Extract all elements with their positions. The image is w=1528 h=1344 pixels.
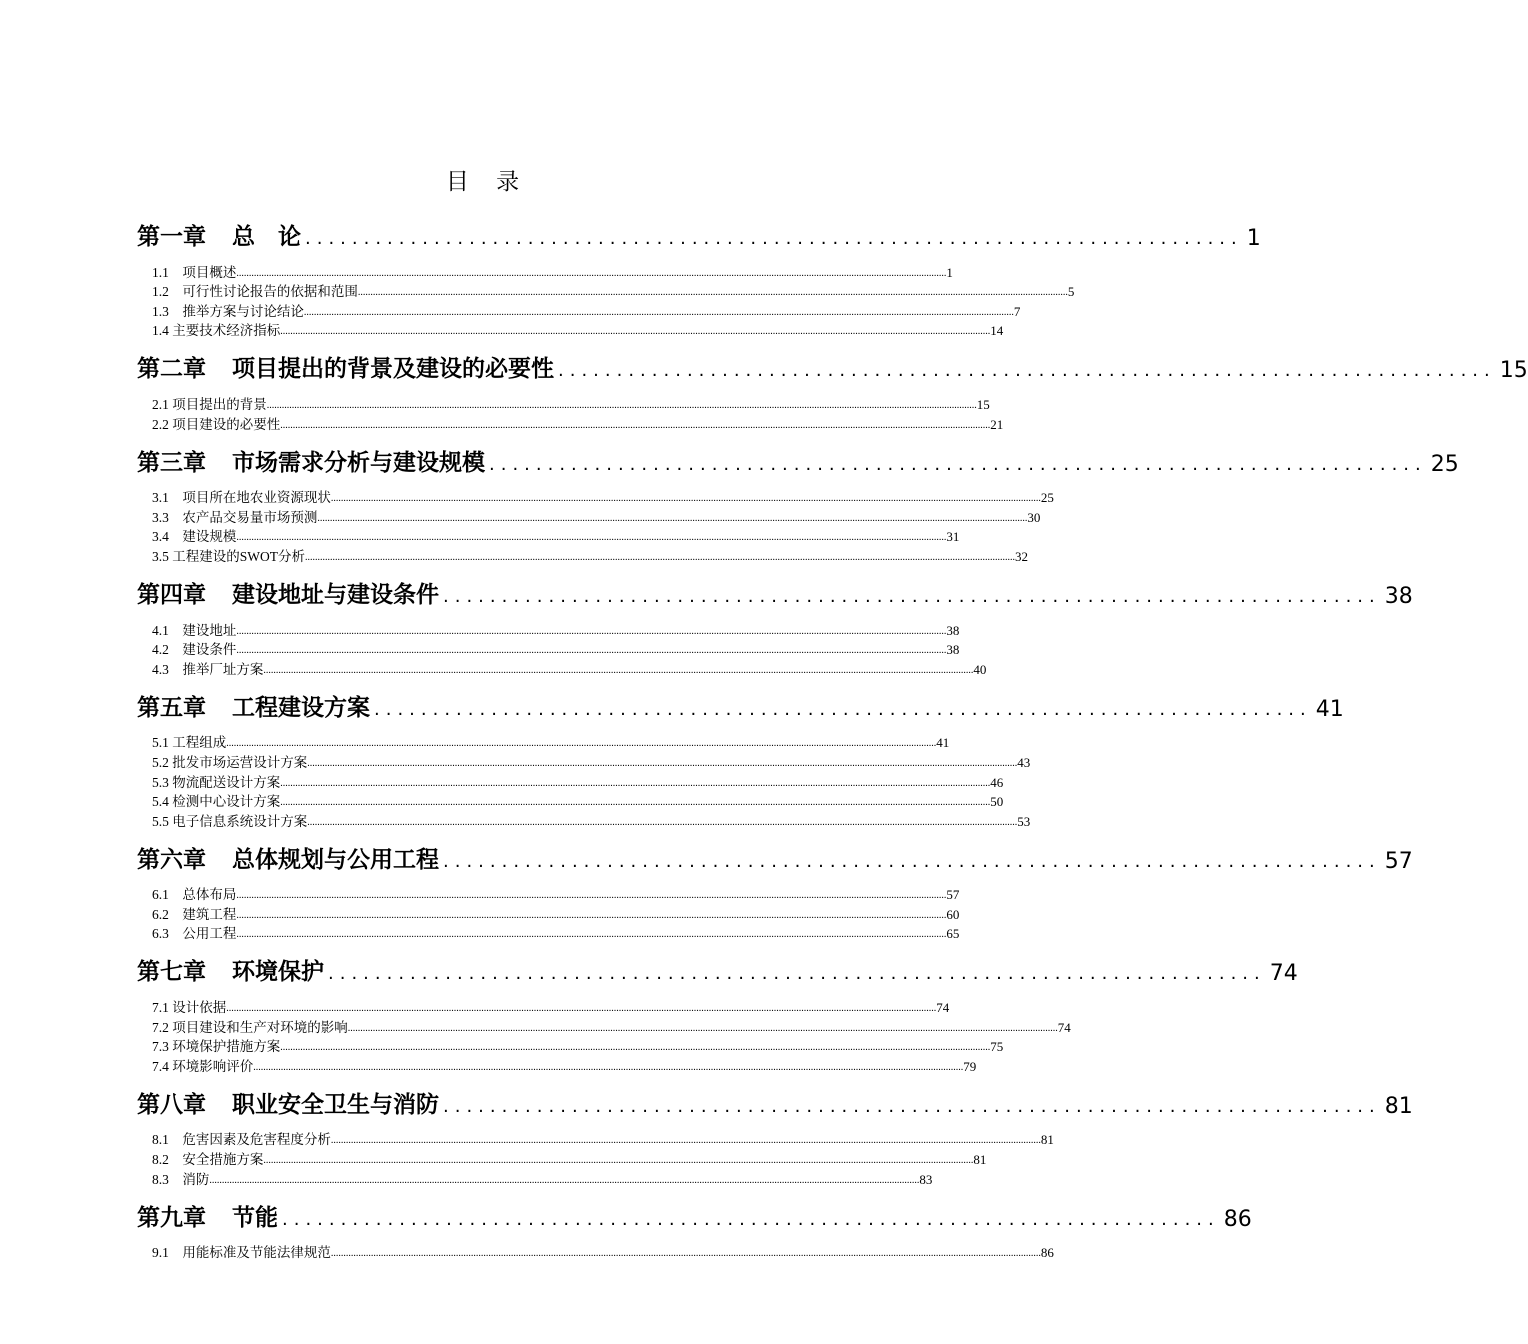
chapter-title: 环境保护 [232, 959, 324, 986]
section-page-number: 83 [919, 1171, 933, 1187]
dot-leader: ............................................................................................................................................................................................................................................................................................ [357, 287, 1068, 299]
section-title: 环境保护措施方案 [172, 1039, 281, 1055]
section-title: 批发市场运营设计方案 [172, 754, 308, 770]
section-title: 建设地址 [182, 622, 237, 638]
chapter-title: 建设地址与建设条件 [232, 581, 439, 608]
chapter-page-number: 57 [1384, 848, 1413, 874]
section-title: 公用工程 [182, 926, 237, 942]
dot-leader: ............................................................................................................................................................................................................................................................................................ [317, 512, 1028, 524]
toc-section-entry[interactable] [137, 884, 960, 904]
toc-section-entry[interactable] [137, 658, 987, 678]
section-number: 7.4 [152, 1058, 173, 1074]
section-number: 9.1 [152, 1245, 183, 1261]
section-title: 项目建设的必要性 [172, 416, 281, 432]
dot-leader: ................................................................................ [374, 698, 1312, 720]
section-list [137, 261, 1075, 339]
dot-leader: ............................................................................................................................................................................................................................................................................................ [307, 816, 1018, 828]
section-number: 8.3 [152, 1171, 183, 1187]
section-title: 用能标准及节能法律规范 [182, 1245, 331, 1261]
section-title: 农产品交易量市场预测 [182, 509, 318, 525]
dot-leader: ................................................................................ [558, 360, 1496, 382]
section-page-number: 25 [1040, 490, 1054, 506]
dot-leader: ................................................................................ [443, 850, 1381, 872]
section-page-number: 86 [1040, 1245, 1054, 1261]
section-title: 危害因素及危害程度分析 [182, 1132, 331, 1148]
dot-leader: ............................................................................................................................................................................................................................................................................................ [263, 664, 974, 676]
section-number: 5.2 [152, 754, 173, 770]
chapter-number: 第九章 [137, 1204, 206, 1231]
section-page-number: 43 [1017, 754, 1031, 770]
chapter-page-number: 25 [1430, 451, 1459, 477]
section-title: 安全措施方案 [182, 1152, 264, 1168]
section-list [137, 1242, 1054, 1262]
section-number: 5.3 [152, 774, 173, 790]
chapter-number: 第四章 [137, 581, 206, 608]
table-of-contents [137, 207, 1528, 1265]
section-number: 4.1 [152, 622, 183, 638]
toc-section-entry[interactable] [137, 393, 990, 413]
dot-leader: ............................................................................................................................................................................................................................................................................................ [330, 1248, 1041, 1260]
toc-section-entry[interactable] [137, 1129, 1054, 1149]
chapter-title: 总体规划与公用工程 [232, 846, 439, 873]
section-title: 建设条件 [182, 642, 237, 658]
toc-section-entry[interactable] [137, 791, 1004, 811]
toc-section-entry[interactable] [137, 487, 1054, 507]
section-page-number: 74 [936, 1000, 950, 1016]
section-title: 项目提出的背景 [172, 396, 267, 412]
dot-leader: ............................................................................................................................................................................................................................................................................................ [280, 1042, 991, 1054]
dot-leader: ............................................................................................................................................................................................................................................................................................ [280, 419, 991, 431]
section-page-number: 31 [946, 529, 960, 545]
toc-section-entry[interactable] [137, 1016, 1071, 1036]
dot-leader: ................................................................................ [443, 1095, 1381, 1117]
chapter-title: 工程建设方案 [232, 694, 370, 721]
dot-leader: ............................................................................................................................................................................................................................................................................................ [303, 306, 1014, 318]
toc-section-entry[interactable] [137, 903, 960, 923]
dot-leader: ................................................................................ [443, 585, 1381, 607]
toc-section-entry[interactable] [137, 996, 950, 1016]
section-title: 总体布局 [182, 887, 237, 903]
chapter-page-number: 41 [1315, 696, 1344, 722]
chapter-number: 第八章 [137, 1091, 206, 1118]
section-page-number: 79 [963, 1058, 977, 1074]
section-number: 3.3 [152, 509, 183, 525]
section-page-number: 65 [946, 926, 960, 942]
section-number: 7.1 [152, 1000, 173, 1016]
section-title: 建筑工程 [182, 906, 237, 922]
chapter-page-number: 38 [1384, 583, 1413, 609]
section-number: 6.2 [152, 906, 183, 922]
dot-leader: ............................................................................................................................................................................................................................................................................................ [266, 399, 977, 411]
section-page-number: 15 [976, 396, 990, 412]
chapter-page-number: 74 [1269, 961, 1298, 987]
toc-section-entry[interactable] [137, 732, 950, 752]
chapter-number: 第二章 [137, 356, 206, 383]
dot-leader: ................................................................................ [489, 453, 1427, 475]
section-number: 8.2 [152, 1152, 183, 1168]
section-title: 推举厂址方案 [182, 661, 264, 677]
dot-leader: ............................................................................................................................................................................................................................................................................................ [236, 645, 947, 657]
toc-chapter-entry[interactable] [137, 343, 1528, 384]
section-title: 工程建设的SWOT分析 [172, 548, 305, 564]
section-title: 环境影响评价 [172, 1058, 254, 1074]
toc-chapter-entry[interactable] [137, 1192, 1252, 1232]
section-title: 项目建设和生产对环境的影响 [172, 1019, 348, 1035]
dot-leader: ............................................................................................................................................................................................................................................................................................ [236, 909, 947, 921]
section-number: 6.3 [152, 926, 183, 942]
dot-leader: ............................................................................................................................................................................................................................................................................................ [305, 551, 1015, 563]
section-page-number: 57 [946, 887, 960, 903]
dot-leader: ............................................................................................................................................................................................................................................................................................ [280, 777, 991, 789]
toc-section-entry[interactable] [137, 261, 953, 281]
chapter-number: 第一章 [137, 224, 206, 250]
chapter-page-number: 1 [1246, 226, 1261, 251]
dot-leader: ............................................................................................................................................................................................................................................................................................ [209, 1174, 920, 1186]
dot-leader: ............................................................................................................................................................................................................................................................................................ [236, 929, 947, 941]
section-title: 主要技术经济指标 [172, 323, 281, 339]
dot-leader: ............................................................................................................................................................................................................................................................................................ [330, 1135, 1041, 1147]
toc-chapter-entry[interactable] [137, 682, 1344, 722]
section-page-number: 38 [946, 642, 960, 658]
toc-chapter-entry[interactable] [137, 946, 1298, 987]
section-title: 工程组成 [172, 735, 227, 751]
dot-leader: ............................................................................................................................................................................................................................................................................................ [236, 532, 947, 544]
dot-leader: ............................................................................................................................................................................................................................................................................................ [226, 738, 937, 750]
section-list [137, 884, 960, 943]
toc-section-entry[interactable] [137, 1242, 1054, 1262]
dot-leader: ............................................................................................................................................................................................................................................................................................ [347, 1022, 1058, 1034]
toc-chapter-entry[interactable] [137, 437, 1459, 477]
toc-section-entry[interactable] [137, 1036, 1004, 1056]
chapter-title: 项目提出的背景及建设的必要性 [232, 356, 554, 383]
section-title: 项目所在地农业资源现状 [182, 490, 331, 506]
section-number: 1.1 [152, 264, 183, 280]
toc-section-entry[interactable] [137, 639, 960, 659]
dot-leader: ............................................................................................................................................................................................................................................................................................ [263, 1155, 974, 1167]
dot-leader: ............................................................................................................................................................................................................................................................................................ [253, 1061, 964, 1073]
toc-section-entry[interactable] [137, 619, 960, 639]
toc-section-entry[interactable] [137, 1055, 977, 1075]
section-page-number: 5 [1067, 284, 1075, 300]
dot-leader: ............................................................................................................................................................................................................................................................................................ [226, 1003, 937, 1015]
section-list [137, 487, 1054, 565]
section-page-number: 46 [990, 774, 1004, 790]
section-number: 1.2 [152, 284, 183, 300]
section-number: 1.3 [152, 303, 183, 319]
toc-chapter-entry[interactable] [137, 1079, 1413, 1119]
toc-title: 目 录 [445, 169, 530, 195]
section-list [137, 732, 1031, 830]
section-page-number: 74 [1057, 1019, 1071, 1035]
section-page-number: 38 [946, 622, 960, 638]
section-title: 电子信息系统设计方案 [172, 813, 308, 829]
dot-leader: ............................................................................................................................................................................................................................................................................................ [236, 625, 947, 637]
section-page-number: 21 [990, 416, 1004, 432]
dot-leader: ............................................................................................................................................................................................................................................................................................ [236, 267, 947, 279]
toc-section-entry[interactable] [137, 751, 1031, 771]
section-title: 建设规模 [182, 529, 237, 545]
section-title: 推举方案与讨论结论 [182, 303, 304, 319]
chapter-title: 市场需求分析与建设规模 [232, 449, 485, 476]
dot-leader: ................................................................................ [328, 963, 1266, 985]
section-page-number: 1 [946, 264, 953, 280]
section-page-number: 40 [973, 661, 987, 677]
section-page-number: 75 [990, 1039, 1004, 1055]
chapter-number: 第五章 [137, 694, 206, 721]
section-number: 6.1 [152, 887, 183, 903]
toc-section-entry[interactable] [137, 1148, 987, 1168]
toc-section-entry[interactable] [137, 281, 1075, 301]
toc-section-entry[interactable] [137, 1168, 933, 1188]
chapter-number: 第六章 [137, 846, 206, 873]
section-page-number: 53 [1017, 813, 1031, 829]
toc-section-entry[interactable] [137, 506, 1041, 526]
toc-section-entry[interactable] [137, 526, 960, 546]
toc-section-entry[interactable] [137, 771, 1004, 791]
toc-section-entry[interactable] [137, 545, 1028, 565]
chapter-page-number: 86 [1223, 1206, 1252, 1232]
section-number: 3.5 [152, 548, 173, 564]
dot-leader: ............................................................................................................................................................................................................................................................................................ [236, 890, 947, 902]
section-number: 7.2 [152, 1019, 173, 1035]
dot-leader: ............................................................................................................................................................................................................................................................................................ [280, 797, 991, 809]
section-title: 项目概述 [182, 264, 237, 280]
chapter-title: 总 论 [232, 224, 301, 250]
section-list [137, 996, 1071, 1074]
toc-chapter-entry[interactable] [137, 569, 1413, 609]
section-number: 7.3 [152, 1039, 173, 1055]
toc-section-entry[interactable] [137, 923, 960, 943]
section-page-number: 7 [1013, 303, 1021, 319]
section-title: 设计依据 [172, 1000, 227, 1016]
toc-section-entry[interactable] [137, 413, 1004, 433]
section-number: 1.4 [152, 323, 173, 339]
section-page-number: 14 [990, 323, 1004, 339]
section-title: 检测中心设计方案 [172, 794, 281, 810]
dot-leader: ................................................................................ [305, 228, 1243, 249]
chapter-number: 第三章 [137, 449, 206, 476]
dot-leader: ............................................................................................................................................................................................................................................................................................ [280, 326, 991, 338]
chapter-page-number: 81 [1384, 1093, 1413, 1119]
section-number: 4.3 [152, 661, 183, 677]
section-number: 2.1 [152, 396, 173, 412]
section-list [137, 1129, 1054, 1188]
dot-leader: ............................................................................................................................................................................................................................................................................................ [330, 493, 1041, 505]
chapter-number: 第七章 [137, 959, 206, 986]
section-page-number: 60 [946, 906, 960, 922]
chapter-title: 节能 [232, 1204, 278, 1231]
section-title: 消防 [182, 1171, 210, 1187]
dot-leader: ............................................................................................................................................................................................................................................................................................ [307, 757, 1018, 769]
section-page-number: 32 [1015, 548, 1028, 564]
section-number: 2.2 [152, 416, 173, 432]
section-page-number: 50 [990, 794, 1004, 810]
chapter-title: 职业安全卫生与消防 [232, 1091, 439, 1118]
section-page-number: 30 [1027, 509, 1041, 525]
section-number: 5.5 [152, 813, 173, 829]
section-title: 可行性讨论报告的依据和范围 [182, 284, 358, 300]
section-number: 5.4 [152, 794, 173, 810]
section-number: 3.4 [152, 529, 183, 545]
section-page-number: 81 [1040, 1132, 1054, 1148]
section-number: 8.1 [152, 1132, 183, 1148]
section-title: 物流配送设计方案 [172, 774, 281, 790]
section-number: 5.1 [152, 735, 173, 751]
toc-section-entry[interactable] [137, 320, 1004, 340]
section-page-number: 81 [973, 1152, 987, 1168]
toc-chapter-entry[interactable] [137, 834, 1413, 874]
section-number: 4.2 [152, 642, 183, 658]
toc-section-entry[interactable] [137, 810, 1031, 830]
section-number: 3.1 [152, 490, 183, 506]
section-list [137, 393, 1004, 432]
chapter-page-number: 15 [1499, 358, 1528, 384]
section-page-number: 41 [936, 735, 950, 751]
section-list [137, 619, 987, 678]
toc-section-entry[interactable] [137, 300, 1021, 320]
toc-chapter-entry[interactable] [137, 211, 1261, 251]
dot-leader: ................................................................................ [282, 1208, 1220, 1230]
